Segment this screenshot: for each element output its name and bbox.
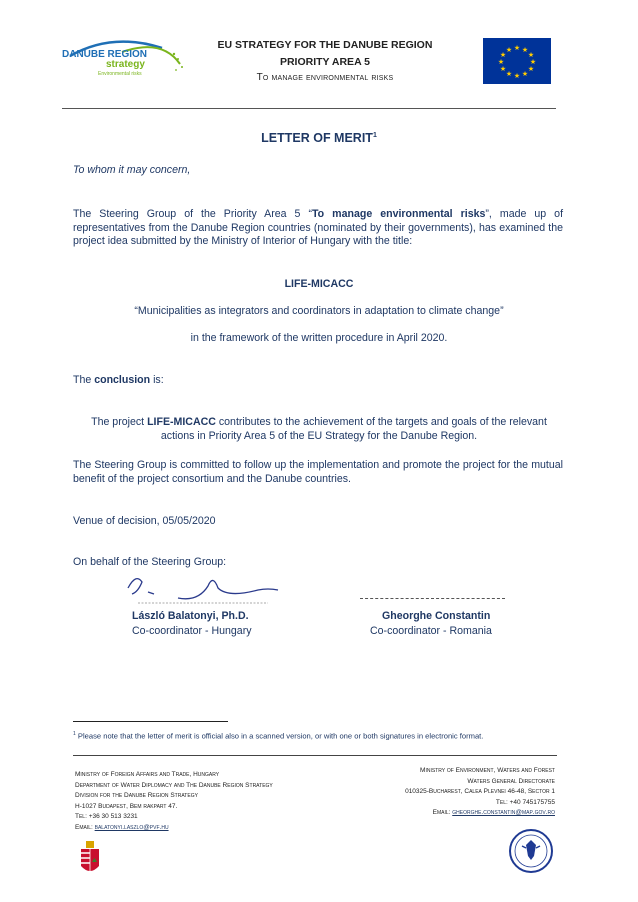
conclusion-label [73,374,164,386]
letter-title-text: LETTER OF MERIT [261,131,373,145]
svg-text:★: ★ [505,46,513,54]
header-title-2: PRIORITY AREA 5 [279,56,371,68]
hungary-coat-of-arms-icon [79,840,101,878]
conclusion-bold: conclusion [94,374,151,386]
on-behalf-line: On behalf of the Steering Group: [73,556,227,568]
eu-stars-icon [483,38,551,84]
header-title-1: EU STRATEGY FOR THE DANUBE REGION [217,39,433,51]
signatory-hungary-role: Co-coordinator - Hungary [132,625,252,637]
footer-left-line5: Tel: +36 30 513 3231 [75,813,138,820]
conclusion-text-bold: LIFE-MICACC [147,416,216,428]
conclusion-after: is: [150,374,164,386]
svg-text:★: ★ [497,58,505,66]
footer-right-email-row [305,808,555,819]
conclusion-before: The [73,374,95,386]
footer-left-email-link[interactable]: balatonyi.laszlo@pvf.hu [94,823,169,831]
signatory-romania-name: Gheorghe Constantin [382,610,491,622]
footer-left-line3: Division for the Danube Region Strategy [75,792,198,799]
footer-left-email-row [75,823,335,834]
svg-text:★: ★ [505,70,513,78]
intro-before: The Steering Group of the Priority Area 5 “ [73,208,312,220]
footer-right-line1: Ministry of Environment, Waters and Forest [420,767,555,774]
letter-title [0,131,638,145]
svg-text:★: ★ [499,65,507,73]
svg-text:★: ★ [529,58,537,66]
footnote [73,731,483,741]
footer-right-line4: Tel: +40 745175755 [495,798,555,806]
intro-bold: To manage environmental risks [312,208,486,220]
footer-right-line2: Waters General Directorate [467,777,555,785]
project-acronym: LIFE-MICACC [284,278,354,290]
intro-paragraph [73,208,563,249]
romanian-government-seal-icon [508,828,554,874]
svg-text:★: ★ [513,44,521,52]
venue-line: Venue of decision, 05/05/2020 [73,515,216,527]
signatory-hungary-name: László Balatonyi, Ph.D. [132,610,249,622]
footer-left [75,770,335,833]
eu-flag [483,38,551,84]
conclusion-text-before: The project [91,416,148,428]
framework-line: in the framework of the written procedure in April 2020. [190,332,448,344]
title-footnote-mark: 1 [372,131,377,139]
project-title: “Municipalities as integrators and coordinators in adaptation to climate change” [134,305,504,317]
svg-text:★: ★ [527,65,535,73]
commitment-paragraph: The Steering Group is committed to follow up the implementation and promote the project for the mutual benefit of the project consortium and the Danube countries. [73,459,563,485]
footnote-divider [73,721,228,722]
logo-line1: DANUBE REGION [62,49,148,60]
svg-text:★: ★ [527,51,535,59]
footnote-mark: 1 [73,731,76,737]
logo-tagline: Environmental risks [98,71,142,77]
footer-right-email-label: Email: [432,809,453,816]
intro-after: ”, made up of representatives from the Danube Region countries (nominated by their governments), has examined the project idea submitted by the Ministry of Interior of Hungary with the title: [73,208,564,247]
footer-left-line1: Ministry of Foreign Affairs and Trade, Hungary [75,771,220,778]
conclusion-paragraph [80,416,558,443]
svg-text:★: ★ [513,72,521,80]
danube-logo [62,34,192,84]
signatory-romania-role: Co-coordinator - Romania [370,625,492,637]
conclusion-text-after: contributes to the achievement of the targets and goals of the relevant actions in Priority Area 5 of the EU Strategy for the Danube Region. [160,416,547,442]
footer-divider [73,755,557,756]
footnote-text: Please note that the letter of merit is official also in a scanned version, or with one or both signatures in electronic format. [77,731,484,741]
footer-left-email-label: Email: [75,823,95,831]
signature-romania-line [360,598,505,599]
header-title-3: To manage environmental risks [256,72,394,83]
footer-left-line4: H-1027 Budapest, Bem rakpart 47. [75,802,178,810]
svg-text:★: ★ [499,51,507,59]
salutation: To whom it may concern, [73,164,191,176]
footer-right-line3: 010325-Bucharest, Calea Plevnei 46-48, Sector 1 [405,788,555,795]
svg-text:★: ★ [521,70,529,78]
footer-right [305,766,555,819]
svg-text:★: ★ [521,46,529,54]
logo-line2: strategy [106,59,145,70]
footer-left-line2: Department of Water Diplomacy and The Danube Region Strategy [75,781,273,789]
signature-hungary-icon [118,568,288,608]
footer-right-email-link[interactable]: gheorghe.constantin@map.gov.ro [452,809,555,816]
header-divider [62,108,556,109]
